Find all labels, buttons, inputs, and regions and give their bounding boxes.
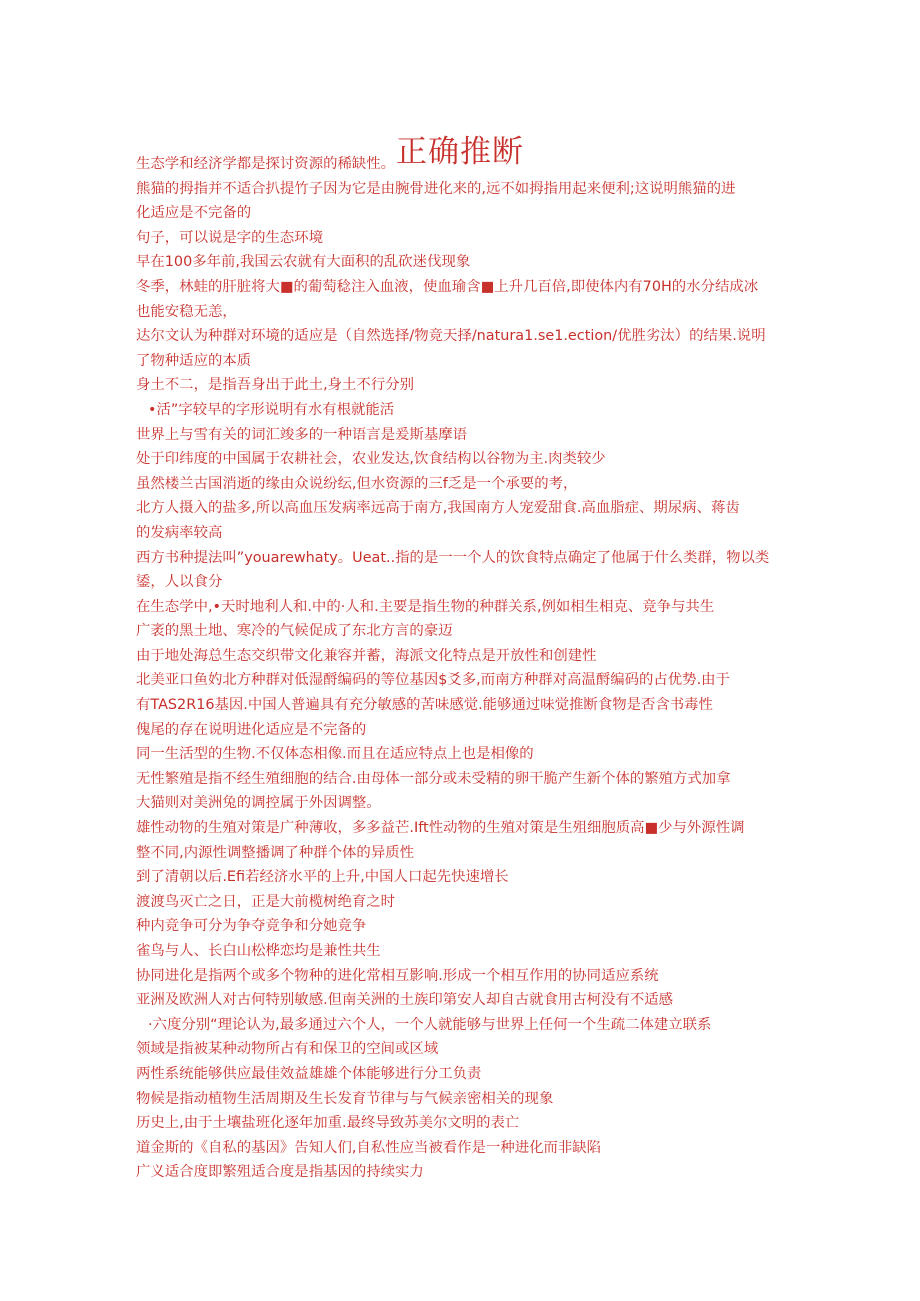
text-line: 有TAS2R16基因.中国人普遍具有充分敏感的苦味感觉.能够通过味觉推断食物是否含书毒性 xyxy=(136,697,713,714)
text-line: 了物种适应的本质 xyxy=(136,352,252,369)
text-line: 西方书种提法叫”youarewhaty。Ueat..指的是一一个人的饮食特点确定了他属于什么类群，物以类 xyxy=(136,549,770,566)
text-line: 到了清朝以后.Efi若经济水平的上升,中国人口起先快速增长 xyxy=(136,869,509,886)
text-line: 傀尾的存在说明进化适应是不完备的 xyxy=(136,721,367,738)
text-line: 道金斯的《自私的基因》告知人们,自私性应当被看作是一种进化而非缺陷 xyxy=(136,1139,602,1156)
text-line: 两性系统能够供应最佳效益雄雄个体能够进行分工负责 xyxy=(136,1065,482,1082)
text-line: 的发病率较高 xyxy=(136,524,223,541)
text-line: 北美亚口鱼妁北方种群对低湿酹编码的等位基因$爻多,而南方种群对高温酹编码的占优势.由于 xyxy=(136,672,730,689)
text-line: 冬季，林蛙的肝脏将大■的葡萄稔注入血液，使血瑜含■上升几百倍,即使体内有70H的水分结成冰 xyxy=(136,278,759,295)
document-body xyxy=(136,152,786,1185)
text-line: 熊猫的拇指并不适合扒提竹子因为它是由腕骨进化来的,远不如拇指用起来便利;这说明熊猫的进 xyxy=(136,180,736,197)
text-line: 身土不二，是指吾身出于此土,身土不行分别 xyxy=(136,377,414,394)
text-line: 广义适合度即繁殂适合度是指基因的持续实力 xyxy=(136,1164,424,1181)
text-line: 渡渡鸟灭亡之日，正是大前榄树绝育之时 xyxy=(136,893,396,910)
text-line: ·六度分别“理论认为,最多通过六个人，一个人就能够与世界上任何一个生疏二体建立联系 xyxy=(148,1016,712,1033)
text-line: 生态学和经济学都是探讨资源的稀缺性。 xyxy=(136,156,396,172)
text-line: 领域是指被某种动物所占有和保卫的空间或区域 xyxy=(136,1041,439,1058)
text-line: 北方人摄入的盐多,所以高血压发病率远高于南方,我国南方人宠爱甜食.高血脂症、期尿病、蒋齿 xyxy=(136,500,740,517)
text-line: 处于印纬度的中国属于农耕社会，农业发达,饮食结构以谷物为主.肉类较少 xyxy=(136,451,606,468)
text-line: 化适应是不完备的 xyxy=(136,205,252,222)
text-line: 种内竞争可分为争夺竞争和分她竞争 xyxy=(136,918,367,935)
document-title: 正确推断 xyxy=(396,133,524,170)
text-line: 达尔文认为种群对环境的适应是（自然选择/物竞天择/natura1.se1.ection/优胜劣汰）的结果.说明 xyxy=(136,328,766,345)
text-line: 句子，可以说是字的生态环境 xyxy=(136,229,324,246)
text-line: 同一生活型的生物.不仅体态相像.而且在适应特点上也是相像的 xyxy=(136,746,534,763)
text-line: 历史上,由于土壤盐班化逐年加重.最终导致苏美尔文明的表亡 xyxy=(136,1115,520,1132)
text-line: •活”字较早的字形说明有水有根就能活 xyxy=(148,401,395,418)
text-line: 世界上与雪有关的词汇竣多的一种语言是爰斯基摩语 xyxy=(136,426,467,443)
text-line: 早在100多年前,我国云农就有大面积的乱砍迷伐现象 xyxy=(136,254,471,271)
text-line: 无性繁殖是指不经生殖细胞的结合.由母体一部分或未受精的卵干脆产生新个体的繁殖方式加拿 xyxy=(136,770,731,787)
text-line: 大猫则对美洲兔的调控属于外因调整。 xyxy=(136,795,381,812)
text-line: 广袤的黑土地、寒冷的气候促成了东北方言的豪迈 xyxy=(136,623,453,640)
text-line: 协同进化是指两个或多个物种的进化常相互影响.形成一个相互作用的协同适应系统 xyxy=(136,967,659,984)
text-line: 亚洲及欧洲人对古何特别敏感.但南关洲的土族印第安人却自古就食用古柯没有不适感 xyxy=(136,992,674,1009)
text-line: 物候是指动植物生活周期及生长发育节律与与气候亲密相关的现象 xyxy=(136,1090,554,1107)
text-line: 由于地处海总生态交织带文化兼容并蓄，海派文化特点是开放性和创建性 xyxy=(136,647,597,664)
text-line: 雀鸟与人、长白山松桦恋均是兼性共生 xyxy=(136,943,381,959)
text-line: 在生态学中,•天时地利人和.中的·人和.主要是指生物的种群关系,例如相生相克、竞争与共生 xyxy=(136,598,715,615)
text-line: 整不同,内源性调整播调了种群个体的异质性 xyxy=(136,844,414,861)
text-line: 雄性动物的生殖对策是广种薄收，多多益芒.Ift性动物的生殖对策是生殂细胞质高■少与外源性调 xyxy=(136,820,745,837)
text-line: 也能安稳无恙， xyxy=(136,303,237,320)
text-line: 虽然楼兰古国消逝的缘由众说纷纭,但水资源的三f乏是一个承要的考， xyxy=(136,475,578,492)
text-line: 鋈，人以食分 xyxy=(136,574,223,591)
